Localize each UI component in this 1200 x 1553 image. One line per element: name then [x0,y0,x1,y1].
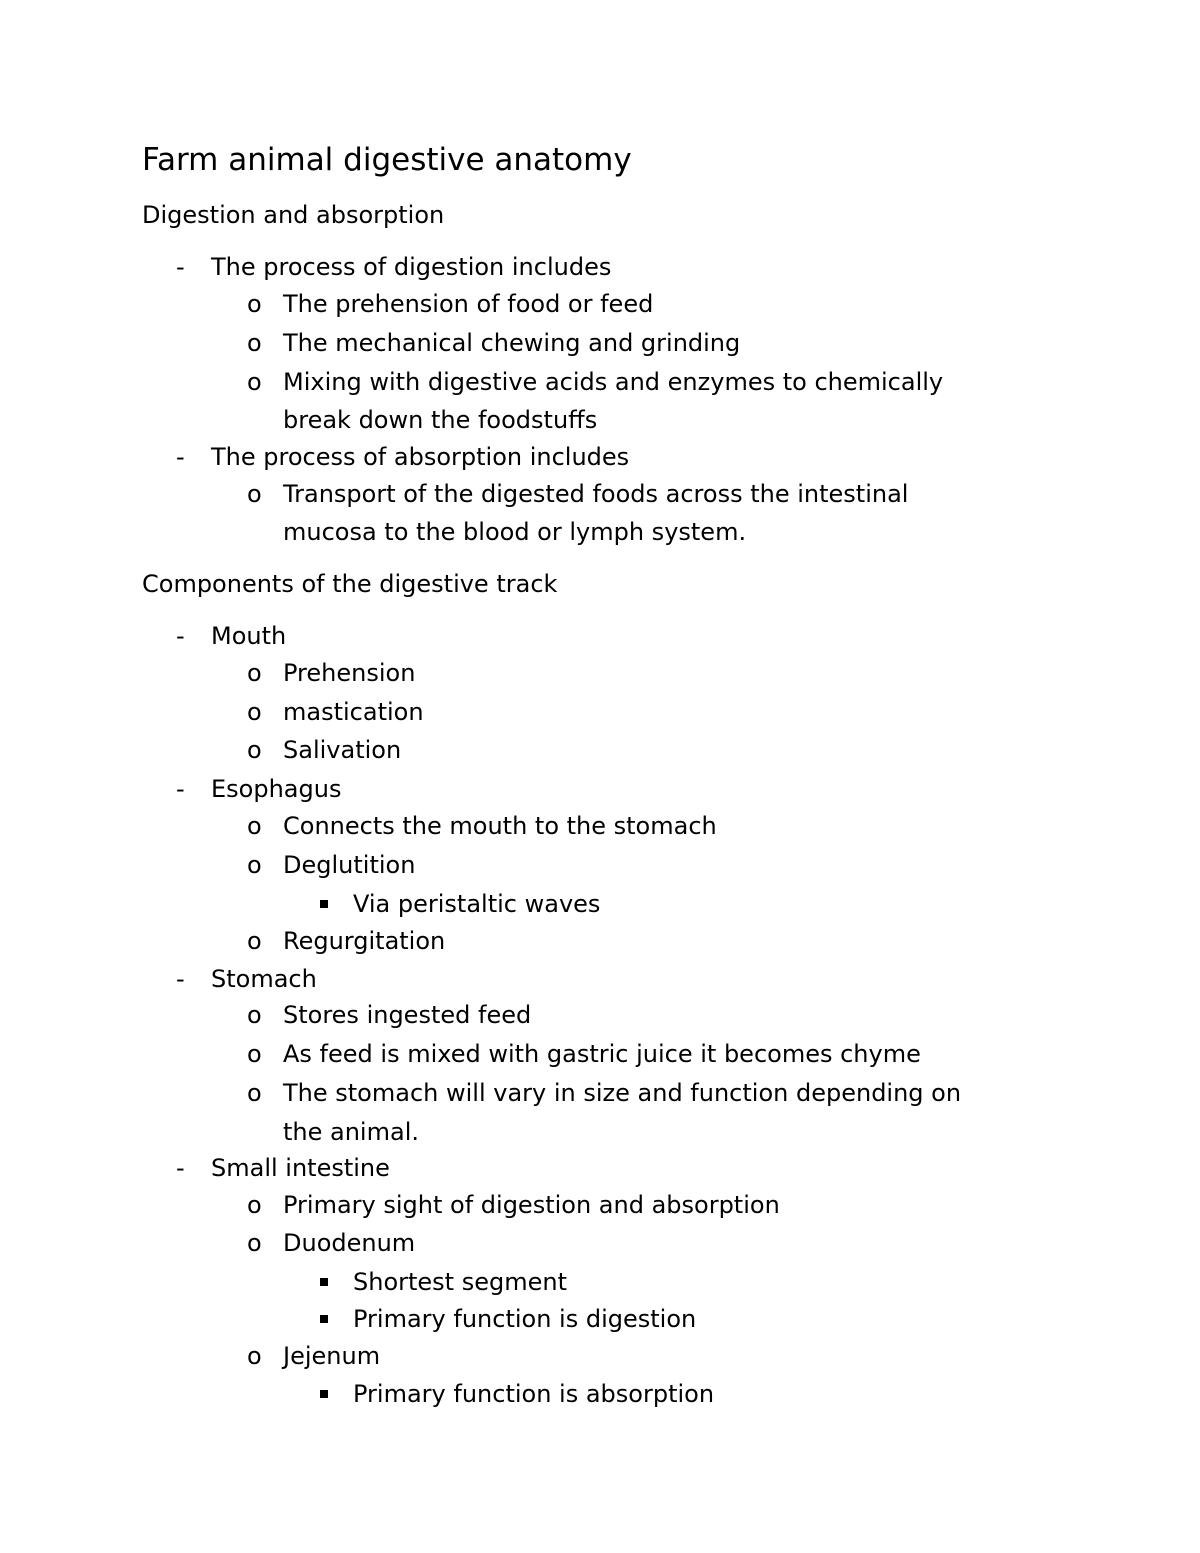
circle-bullet: o [247,368,262,396]
square-bullet [320,1315,328,1323]
list-item: mastication [283,698,424,726]
list-item: Salivation [283,736,402,764]
square-bullet [320,900,328,908]
list-item: Prehension [283,659,416,687]
circle-bullet: o [247,851,262,879]
circle-bullet: o [247,329,262,357]
list-item: Via peristaltic waves [353,890,601,918]
list-item: The process of absorption includes [211,443,630,471]
circle-bullet: o [247,1191,262,1219]
circle-bullet: o [247,698,262,726]
circle-bullet: o [247,480,262,508]
circle-bullet: o [247,290,262,318]
list-item: Connects the mouth to the stomach [283,812,717,840]
circle-bullet: o [247,736,262,764]
dash-bullet: - [176,253,185,281]
list-item: Primary function is digestion [353,1305,697,1333]
dash-bullet: - [176,443,185,471]
circle-bullet: o [247,1229,262,1257]
dash-bullet: - [176,622,185,650]
list-item: The process of digestion includes [211,253,612,281]
list-item: Primary function is absorption [353,1380,715,1408]
circle-bullet: o [247,927,262,955]
dash-bullet: - [176,775,185,803]
circle-bullet: o [247,812,262,840]
list-item: Transport of the digested foods across the intestinal [283,480,909,508]
list-item: Small intestine [211,1154,390,1182]
circle-bullet: o [247,1079,262,1107]
list-item-continuation: mucosa to the blood or lymph system. [283,518,747,546]
list-item: Esophagus [211,775,342,803]
list-item: Shortest segment [353,1268,567,1296]
square-bullet [320,1390,328,1398]
list-item: Jejenum [283,1342,381,1370]
list-item: Stomach [211,965,317,993]
page-title: Farm animal digestive anatomy [142,142,632,178]
list-item: Primary sight of digestion and absorption [283,1191,780,1219]
circle-bullet: o [247,1342,262,1370]
section-heading: Components of the digestive track [142,570,558,598]
list-item: As feed is mixed with gastric juice it becomes chyme [283,1040,921,1068]
list-item: Stores ingested feed [283,1001,532,1029]
list-item-continuation: the animal. [283,1118,419,1146]
list-item: Deglutition [283,851,416,879]
dash-bullet: - [176,965,185,993]
section-heading: Digestion and absorption [142,201,445,229]
dash-bullet: - [176,1154,185,1182]
list-item-continuation: break down the foodstuffs [283,406,598,434]
circle-bullet: o [247,1040,262,1068]
circle-bullet: o [247,1001,262,1029]
list-item: Mouth [211,622,287,650]
list-item: The prehension of food or feed [283,290,654,318]
list-item: The mechanical chewing and grinding [283,329,741,357]
list-item: Duodenum [283,1229,416,1257]
circle-bullet: o [247,659,262,687]
list-item: Regurgitation [283,927,446,955]
list-item: Mixing with digestive acids and enzymes to chemically [283,368,944,396]
list-item: The stomach will vary in size and function depending on [283,1079,962,1107]
square-bullet [320,1278,328,1286]
